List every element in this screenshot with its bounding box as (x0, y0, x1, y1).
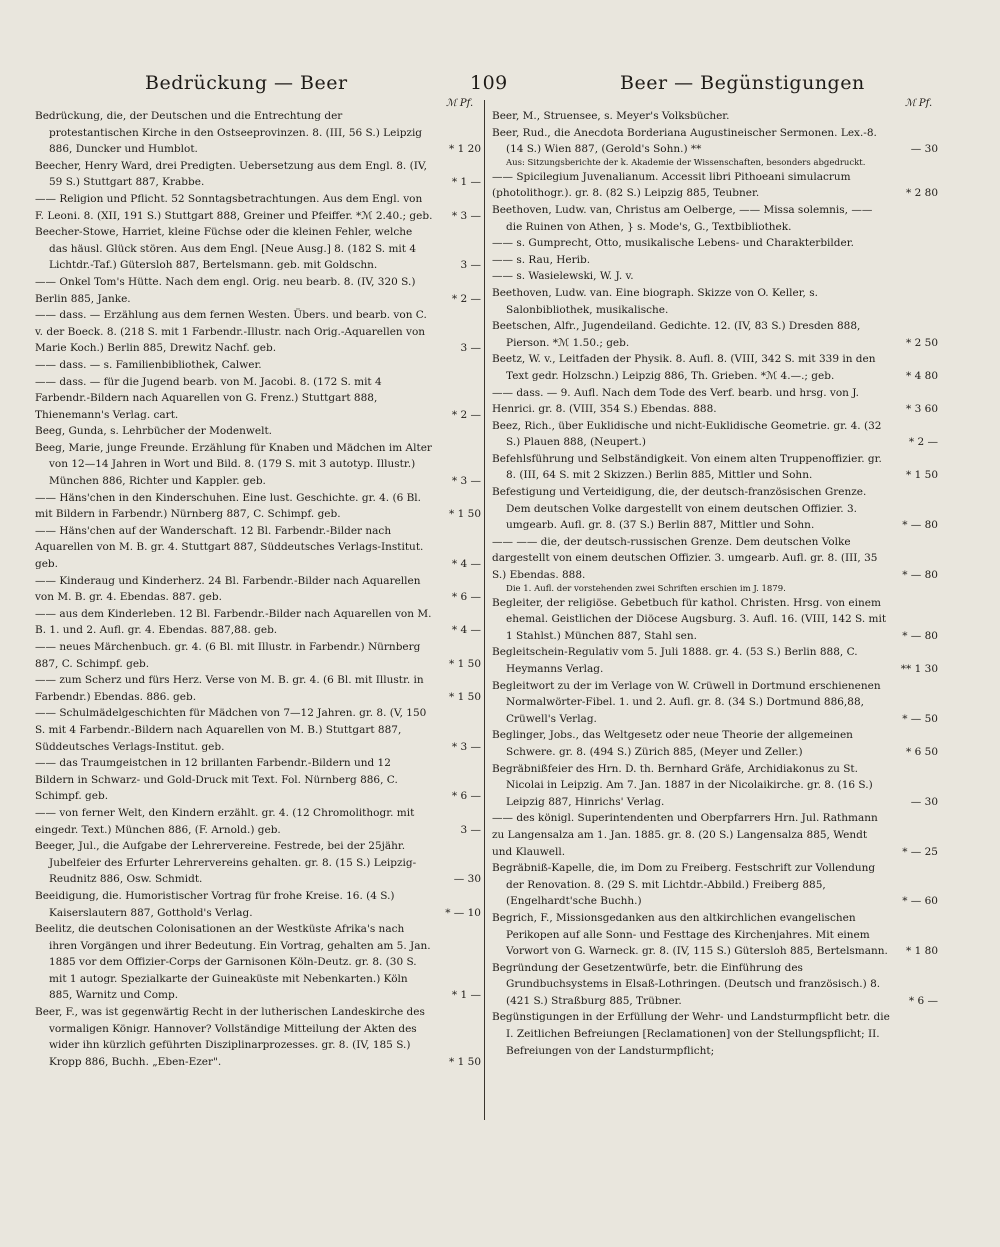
entry-price: 3 — (460, 259, 481, 272)
catalog-entry (492, 125, 938, 158)
entry-text: Beecher-Stowe, Harriet, kleine Füchse oder die kleinen Fehler, welche das häusl. Glück stören. Aus dem Engl. [Neue Ausg.] 8. (182 S. mit 4 Lichtdr.-Taf.) Gütersloh 887, Bertelsmann. geb. mit Goldschn. (35, 226, 417, 272)
entry-text: —— dass. — s. Familienbibliothek, Calwer. (35, 358, 262, 371)
entry-text: —— aus dem Kinderleben. 12 Bl. Farbendr.-Bilder nach Aquarellen von M. B. 1. und 2. Aufl. gr. 4. Ebendas. 887,88. geb. (35, 607, 432, 637)
entry-text: Beer, M., Struensee, s. Meyer's Volksbücher. (492, 110, 730, 122)
entry-price: — 30 (910, 143, 938, 156)
catalog-entry (35, 423, 481, 440)
column-divider (484, 100, 485, 1120)
entry-price: * 1 80 (906, 945, 938, 958)
currency-label-left: ℳ Pf. (446, 98, 474, 109)
entry-text: —— dass. — 9. Aufl. Nach dem Tode des Verf. bearb. und hrsg. von J. Henrici. gr. 8. (VIII, 354 S.) Ebendas. 888. (492, 386, 859, 416)
entry-price: * 2 — (451, 408, 481, 421)
entry-price: * — 80 (902, 569, 938, 582)
catalog-entry (35, 224, 481, 274)
entry-price: * 1 50 (449, 657, 481, 670)
catalog-entry (492, 169, 938, 202)
entry-text: —— zum Scherz und fürs Herz. Verse von M. B. gr. 4. (6 Bl. mit Illustr. in Farbendr.) Ebendas. 886. geb. (35, 674, 424, 703)
entry-text: —— s. Rau, Herib. (492, 253, 591, 266)
entry-price: * 1 — (451, 989, 481, 1002)
entry-text: —— s. Gumprecht, Otto, musikalische Lebens- und Charakterbilder. (492, 237, 854, 250)
entry-text: Beetz, W. v., Leitfaden der Physik. 8. Aufl. 8. (VIII, 342 S. mit 339 in den Text gedr. Holzschn.) Leipzig 886, Th. Grieben. *ℳ 4.—.; geb. (492, 353, 876, 382)
entry-text: Begräbnißfeier des Hrn. D. th. Bernhard Gräfe, Archidiakonus zu St. Nicolai in Leipzig. Am 7. Jan. 1887 in der Nicolaikirche. gr. 8. (16 S.) Leipzig 887, Hinrichs' Verlag. (492, 762, 873, 808)
catalog-entry (492, 761, 938, 811)
catalog-entry (35, 755, 481, 805)
catalog-entry (492, 252, 938, 269)
entry-text: —— Onkel Tom's Hütte. Nach dem engl. Orig. neu bearb. 8. (IV, 320 S.) Berlin 885, Janke. (35, 275, 416, 305)
catalog-entry (492, 385, 938, 418)
catalog-entry (35, 1004, 481, 1070)
entry-text: Beez, Rich., über Euklidische und nicht-Euklidische Geometrie. gr. 4. (32 S.) Plauen 888, (Neupert.) (492, 419, 882, 449)
entry-text: —— dass. — für die Jugend bearb. von M. Jacobi. 8. (172 S. mit 4 Farbendr.-Bildern nach Aquarellen von G. Frenz.) Stuttgart 888, Thienemann's Verlag. cart. (35, 375, 382, 421)
entry-text: Beer, F., was ist gegenwärtig Recht in der lutherischen Landeskirche des vormaligen Königr. Hannover? Vollständige Mitteilung der Akten des wider ihn kürzlich geführten Disziplinarprozesses. gr. 8. (IV, 185 S.) Kropp 886, Buchh. „Eben-Ezer". (35, 1006, 425, 1068)
catalog-entry (35, 838, 481, 888)
entry-text: Beelitz, die deutschen Colonisationen an der Westküste Afrika's nach ihren Vorgängen und ihrer Bedeutung. Ein Vortrag, gehalten am 5. Jan. 1885 vor dem Offizier-Corps der Garnisonen Köln-Deutz. gr. 8. (30 S. mit 1 autogr. Spezialkarte der Guineaküste mit Nebenkarten.) Köln 885, Warnitz und Comp. (35, 923, 431, 1002)
catalog-entry (492, 960, 938, 1010)
entry-text: Beeger, Jul., die Aufgabe der Lehrervereine. Festrede, bei der 25jähr. Jubelfeier des Erfurter Lehrervereins gehalten. gr. 8. (15 S.) Leipzig-Reudnitz 886, Osw. Schmidt. (35, 840, 417, 886)
catalog-entry (492, 727, 938, 760)
entry-text: —— Häns'chen in den Kinderschuhen. Eine lust. Geschichte. gr. 4. (6 Bl. mit Bildern in Farbendr.) Nürnberg 887, C. Schimpf. geb. (35, 491, 421, 521)
entry-text: Beglinger, Jobs., das Weltgesetz oder neue Theorie der allgemeinen Schwere. gr. 8. (494 S.) Zürich 885, (Meyer und Zeller.) (492, 729, 853, 758)
entry-text: —— das Traumgeistchen in 12 brillanten Farbendr.-Bildern und 12 Bildern in Schwarz- und Gold-Druck mit Text. Fol. Nürnberg 886, C. Schimpf. geb. (35, 757, 398, 803)
entry-text: —— —— die, der deutsch-russischen Grenze. Dem deutschen Volke dargestellt von einem deutschen Offizier. 3. umgearb. Aufl. gr. 8. (III, 35 S.) Ebendas. 888. (492, 535, 878, 582)
entry-text: Beecher, Henry Ward, drei Predigten. Uebersetzung aus dem Engl. 8. (IV, 59 S.) Stuttgart 887, Krabbe. (35, 159, 427, 189)
right-column (492, 108, 938, 1059)
entry-price: * 3 — (451, 740, 481, 753)
catalog-entry (492, 810, 938, 860)
entry-price: * — 80 (902, 519, 938, 532)
entry-price: * 2 — (451, 292, 481, 305)
catalog-entry (492, 318, 938, 351)
entry-text: —— Kinderaug und Kinderherz. 24 Bl. Farbendr.-Bilder nach Aquarellen von M. B. gr. 4. Ebendas. 887. geb. (35, 574, 421, 604)
catalog-entry (492, 418, 938, 451)
entry-text: Begründung der Gesetzentwürfe, betr. die Einführung des Grundbuchsystems in Elsaß-Lothringen. (Deutsch und französisch.) 8. (421 S.) Straßburg 885, Trübner. (492, 961, 881, 1007)
catalog-entry (492, 268, 938, 285)
catalog-entry (492, 484, 938, 534)
entry-price: * 6 — (451, 591, 481, 604)
entry-text: Beethoven, Ludw. van. Eine biograph. Skizze von O. Keller, s. Salonbibliothek, musikalische. (492, 286, 818, 316)
catalog-entry (35, 672, 481, 705)
entry-price: * — 60 (902, 895, 938, 908)
entry-text: —— Schulmädelgeschichten für Mädchen von 7—12 Jahren. gr. 8. (V, 150 S. mit 4 Farbendr.-Bildern nach Aquarellen von M. B.) Stuttgart 887, Süddeutsches Verlags-Institut. geb. (35, 707, 427, 753)
catalog-entry (492, 351, 938, 384)
catalog-entry (35, 307, 481, 357)
entry-note: Aus: Sitzungsberichte der k. Akademie der Wissenschaften, besonders abgedruckt. (506, 157, 866, 168)
entry-price: 3 — (460, 342, 481, 355)
entry-text: —— Spicilegium Juvenalianum. Accessit libri Pithoeani simulacrum (photolithogr.). gr. 8. (82 S.) Leipzig 885, Teubner. (492, 170, 851, 200)
catalog-entry (35, 440, 481, 490)
catalog-entry (492, 678, 938, 728)
catalog-entry (492, 202, 938, 235)
entry-price: * — 10 (445, 906, 481, 919)
entry-price: * 3 — (451, 475, 481, 488)
entry-price: * 2 — (908, 436, 938, 449)
running-head-right: Beer — Begünstigungen (620, 72, 865, 94)
catalog-entry (492, 910, 938, 960)
entry-price: * 3 — (451, 209, 481, 222)
entry-price: * 6 — (908, 994, 938, 1007)
entry-price: * 1 50 (906, 469, 938, 482)
entry-text: Begünstigungen in der Erfüllung der Wehr- und Landsturmpflicht betr. die I. Zeitlichen Befreiungen [Reclamationen] von der Stellungspflicht; II. Befreiungen von der Landsturmpflicht; (492, 1011, 890, 1057)
catalog-entry (492, 108, 938, 125)
entry-note: Die 1. Aufl. der vorstehenden zwei Schriften erschien im J. 1879. (506, 583, 786, 594)
catalog-entry (35, 191, 481, 224)
catalog-entry (35, 374, 481, 424)
entry-price: * — 80 (902, 629, 938, 642)
entry-text: Beer, Rud., die Anecdota Borderiana Augustineischer Sermonen. Lex.-8. (14 S.) Wien 887, (Gerold's Sohn.) ** (492, 126, 877, 156)
catalog-entry (492, 534, 938, 584)
catalog-entry (35, 639, 481, 672)
entry-price: * — 50 (902, 712, 938, 725)
catalog-entry (35, 274, 481, 307)
catalog-entry (35, 523, 481, 573)
entry-price: * 1 50 (449, 690, 481, 703)
catalog-entry (492, 285, 938, 318)
entry-price: 3 — (460, 823, 481, 836)
entry-text: —— neues Märchenbuch. gr. 4. (6 Bl. mit Illustr. in Farbendr.) Nürnberg 887, C. Schimpf. geb. (35, 641, 421, 670)
entry-text: Begräbniß-Kapelle, die, im Dom zu Freiberg. Festschrift zur Vollendung der Renovation. 8. (29 S. mit Lichtdr.-Abbild.) Freiberg 885, (Engelhardt'sche Buchh.) (492, 862, 876, 908)
entry-text: Befestigung und Verteidigung, die, der deutsch-französischen Grenze. Dem deutschen Volke dargestellt von einem deutschen Offizier. 3. umgearb. Aufl. gr. 8. (37 S.) Berlin 887, Mittler und Sohn. (492, 486, 867, 532)
catalog-entry (35, 490, 481, 523)
catalog-entry (35, 888, 481, 921)
entry-text: Begleitwort zu der im Verlage von W. Crüwell in Dortmund erschienenen Normalwörter-Fibel. 1. und 2. Aufl. gr. 8. (34 S.) Dortmund 886,88, Crüwell's Verlag. (492, 679, 881, 725)
entry-price: ** 1 30 (900, 663, 938, 675)
entry-text: Beeg, Marie, junge Freunde. Erzählung für Knaben und Mädchen im Alter von 12—14 Jahren in Wort und Bild. 8. (179 S. mit 3 autotyp. Illustr.) München 886, Richter und Kappler. geb. (35, 441, 432, 488)
entry-price: * 1 50 (449, 508, 481, 521)
catalog-entry (35, 573, 481, 606)
entry-price: * — 25 (902, 845, 938, 858)
catalog-entry (35, 705, 481, 755)
entry-text: —— Religion und Pflicht. 52 Sonntagsbetrachtungen. Aus dem Engl. von F. Leoni. 8. (XII, 191 S.) Stuttgart 888, Greiner und Pfeiffer. *ℳ 2.40.; geb. (35, 192, 433, 222)
catalog-entry (492, 860, 938, 910)
entry-price: * 6 50 (906, 745, 938, 758)
entry-text: —— s. Wasielewski, W. J. v. (492, 270, 634, 283)
entry-price: * 4 — (451, 558, 481, 571)
entry-price: * 3 60 (906, 403, 938, 416)
catalog-entry (492, 1009, 938, 1059)
catalog-entry (35, 921, 481, 1004)
entry-price: — 30 (910, 795, 938, 808)
catalog-entry (492, 451, 938, 484)
entry-text: Beeidigung, die. Humoristischer Vortrag für frohe Kreise. 16. (4 S.) Kaiserslautern 887, Gotthold's Verlag. (35, 889, 395, 919)
entry-price: * 6 — (451, 790, 481, 803)
entry-text: Begleiter, der religiöse. Gebetbuch für kathol. Christen. Hrsg. von einem ehemal. Geistlichen der Diöcese Augsburg. 3. Aufl. 16. (VIII, 142 S. mit 1 Stahlst.) München 887, Stahl sen. (492, 596, 887, 642)
catalog-entry (35, 158, 481, 191)
entry-text: Begleitschein-Regulativ vom 5. Juli 1888. gr. 4. (53 S.) Berlin 888, C. Heymanns Verlag. (492, 646, 858, 675)
catalog-entry (492, 595, 938, 645)
catalog-entry (35, 805, 481, 838)
catalog-entry (492, 644, 938, 677)
entry-text: Beeg, Gunda, s. Lehrbücher der Modenwelt. (35, 425, 273, 438)
catalog-entry (35, 606, 481, 639)
left-column (35, 108, 481, 1070)
entry-text: Beetschen, Alfr., Jugendeiland. Gedichte. 12. (IV, 83 S.) Dresden 888, Pierson. *ℳ 1.50.; geb. (492, 320, 861, 349)
currency-label-right: ℳ Pf. (905, 98, 933, 109)
page-number: 109 (470, 72, 508, 94)
running-head-left: Bedrückung — Beer (145, 72, 348, 94)
entry-text: Begrich, F., Missionsgedanken aus den altkirchlichen evangelischen Perikopen auf alle Sonn- und Festtage des Kirchenjahres. Mit einem Vorwort von G. Warneck. gr. 8. (IV, 115 S.) Gütersloh 885, Bertelsmann. (492, 911, 888, 958)
catalog-entry (492, 235, 938, 252)
entry-price: * 1 — (451, 176, 481, 189)
catalog-entry (35, 108, 481, 158)
catalog-entry (35, 357, 481, 374)
entry-price: * 1 20 (449, 143, 481, 156)
entry-text: Beethoven, Ludw. van, Christus am Oelberge, —— Missa solemnis, —— die Ruinen von Athen, } s. Mode's, G., Textbibliothek. (492, 203, 873, 233)
entry-text: —— des königl. Superintendenten und Oberpfarrers Hrn. Jul. Rathmann zu Langensalza am 1. Jan. 1885. gr. 8. (20 S.) Langensalza 885, Wendt und Klauwell. (492, 812, 878, 858)
entry-price: * 2 50 (906, 336, 938, 349)
entry-price: * 1 50 (449, 1055, 481, 1068)
entry-price: * 2 80 (906, 187, 938, 200)
entry-price: * 4 80 (906, 369, 938, 382)
entry-text: —— dass. — Erzählung aus dem fernen Westen. Übers. und bearb. von C. v. der Boeck. 8. (218 S. mit 1 Farbendr.-Illustr. nach Orig.-Aquarellen von Marie Koch.) Berlin 885, Drewitz Nachf. geb. (35, 309, 427, 355)
entry-text: Befehlsführung und Selbständigkeit. Von einem alten Truppenoffizier. gr. 8. (III, 64 S. mit 2 Skizzen.) Berlin 885, Mittler und Sohn. (492, 452, 882, 482)
entry-text: —— von ferner Welt, den Kindern erzählt. gr. 4. (12 Chromolithogr. mit eingedr. Text.) München 886, (F. Arnold.) geb. (35, 806, 415, 836)
entry-price: — 30 (453, 873, 481, 886)
entry-text: —— Häns'chen auf der Wanderschaft. 12 Bl. Farbendr.-Bilder nach Aquarellen von M. B. gr. 4. Stuttgart 887, Süddeutsches Verlags-Institut. geb. (35, 524, 424, 571)
entry-price: * 4 — (451, 624, 481, 637)
entry-text: Bedrückung, die, der Deutschen und die Entrechtung der protestantischen Kirche in den Ostseeprovinzen. 8. (III, 56 S.) Leipzig 886, Duncker und Humblot. (35, 110, 423, 156)
